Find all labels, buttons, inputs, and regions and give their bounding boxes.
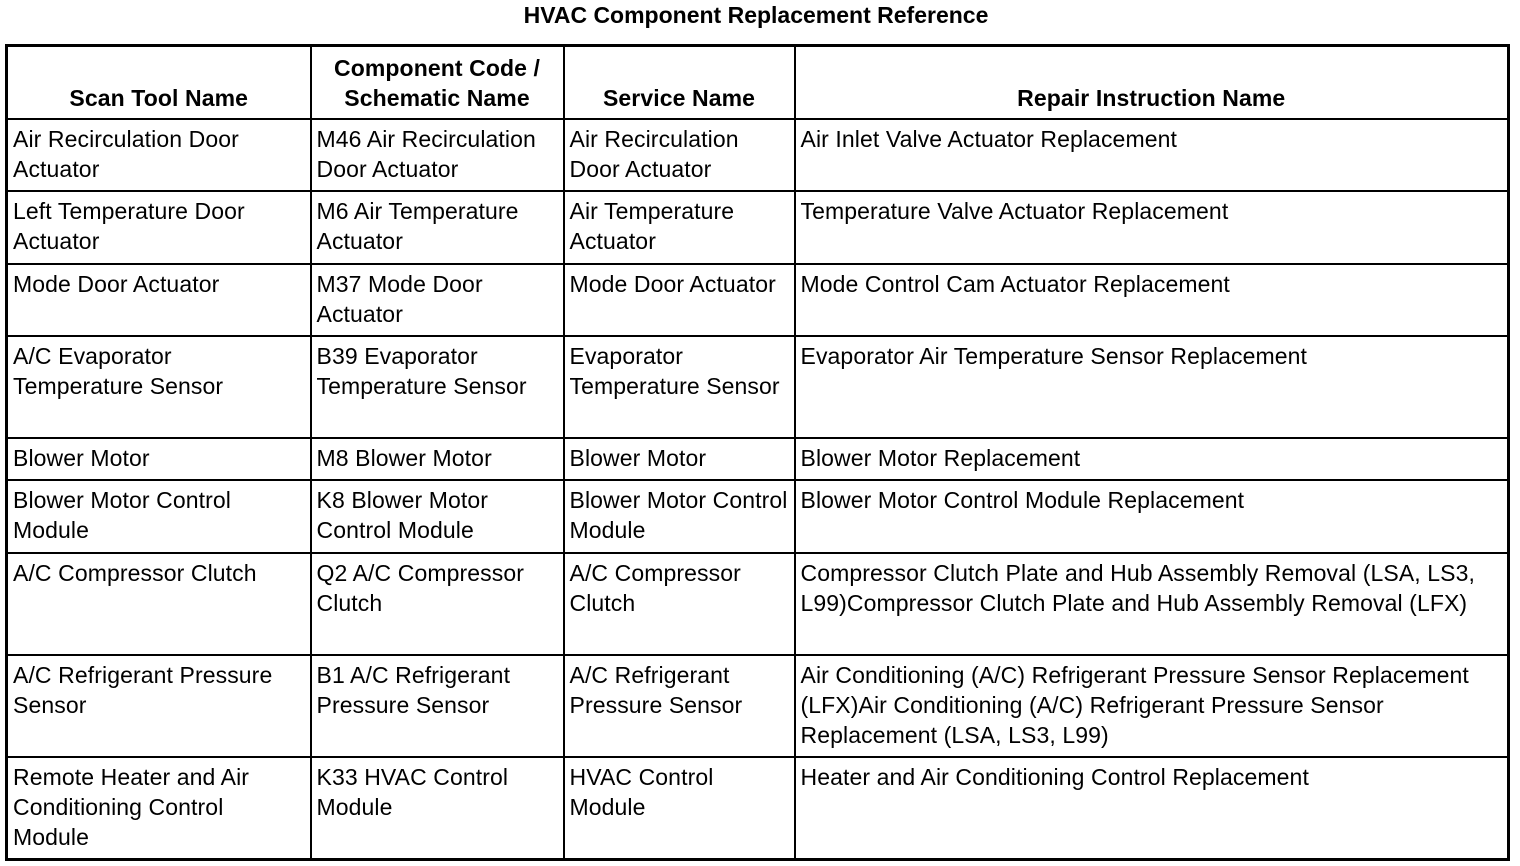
cell-component-code: B1 A/C Refrigerant Pressure Sensor [311,655,564,757]
column-header-service-name: Service Name [564,46,795,120]
table-row [7,480,1509,553]
cell-repair-instruction: Temperature Valve Actuator Replacement [795,191,1509,264]
cell-scan-tool-name: A/C Evaporator Temperature Sensor [7,336,311,438]
column-header-scan-tool-name: Scan Tool Name [7,46,311,120]
cell-scan-tool-name: Mode Door Actuator [7,264,311,336]
page-title: HVAC Component Replacement Reference [523,2,989,28]
cell-component-code: B39 Evaporator Temperature Sensor [311,336,564,438]
cell-service-name: A/C Refrigerant Pressure Sensor [564,655,795,757]
table-row [7,655,1509,757]
cell-service-name: Evaporator Temperature Sensor [564,336,795,438]
cell-scan-tool-name: Blower Motor Control Module [7,480,311,553]
table-row [7,264,1509,336]
table-row [7,119,1509,191]
cell-scan-tool-name: Blower Motor [7,438,311,480]
column-header-repair-instruction: Repair Instruction Name [795,46,1509,120]
cell-repair-instruction: Air Inlet Valve Actuator Replacement [795,119,1509,191]
table-header-row [7,46,1509,120]
table-row [7,438,1509,480]
hvac-reference-table [5,44,1510,861]
cell-scan-tool-name: A/C Refrigerant Pressure Sensor [7,655,311,757]
cell-service-name: Mode Door Actuator [564,264,795,336]
cell-service-name: Air Recirculation Door Actuator [564,119,795,191]
cell-component-code: M46 Air Recirculation Door Actuator [311,119,564,191]
column-header-component-code: Component Code / Schematic Name [311,46,564,120]
cell-repair-instruction: Blower Motor Replacement [795,438,1509,480]
cell-service-name: A/C Compressor Clutch [564,553,795,655]
cell-repair-instruction: Blower Motor Control Module Replacement [795,480,1509,553]
table-row [7,191,1509,264]
table-row [7,757,1509,859]
table-row [7,553,1509,655]
cell-scan-tool-name: Remote Heater and Air Conditioning Control Module [7,757,311,859]
cell-scan-tool-name: Air Recirculation Door Actuator [7,119,311,191]
cell-repair-instruction: Compressor Clutch Plate and Hub Assembly Removal (LSA, LS3, L99)Compressor Clutch Plate and Hub Assembly Removal (LFX) [795,553,1509,655]
cell-component-code: M37 Mode Door Actuator [311,264,564,336]
cell-component-code: K8 Blower Motor Control Module [311,480,564,553]
cell-service-name: Blower Motor Control Module [564,480,795,553]
cell-service-name: Air Temperature Actuator [564,191,795,264]
cell-repair-instruction: Heater and Air Conditioning Control Replacement [795,757,1509,859]
cell-repair-instruction: Mode Control Cam Actuator Replacement [795,264,1509,336]
cell-component-code: M6 Air Temperature Actuator [311,191,564,264]
cell-repair-instruction: Evaporator Air Temperature Sensor Replacement [795,336,1509,438]
cell-scan-tool-name: Left Temperature Door Actuator [7,191,311,264]
cell-repair-instruction: Air Conditioning (A/C) Refrigerant Pressure Sensor Replacement (LFX)Air Conditioning (A/C) Refrigerant Pressure Sensor Replacement (LSA, LS3, L99) [795,655,1509,757]
cell-component-code: Q2 A/C Compressor Clutch [311,553,564,655]
cell-scan-tool-name: A/C Compressor Clutch [7,553,311,655]
cell-service-name: Blower Motor [564,438,795,480]
cell-component-code: K33 HVAC Control Module [311,757,564,859]
cell-service-name: HVAC Control Module [564,757,795,859]
cell-component-code: M8 Blower Motor [311,438,564,480]
table-row [7,336,1509,438]
